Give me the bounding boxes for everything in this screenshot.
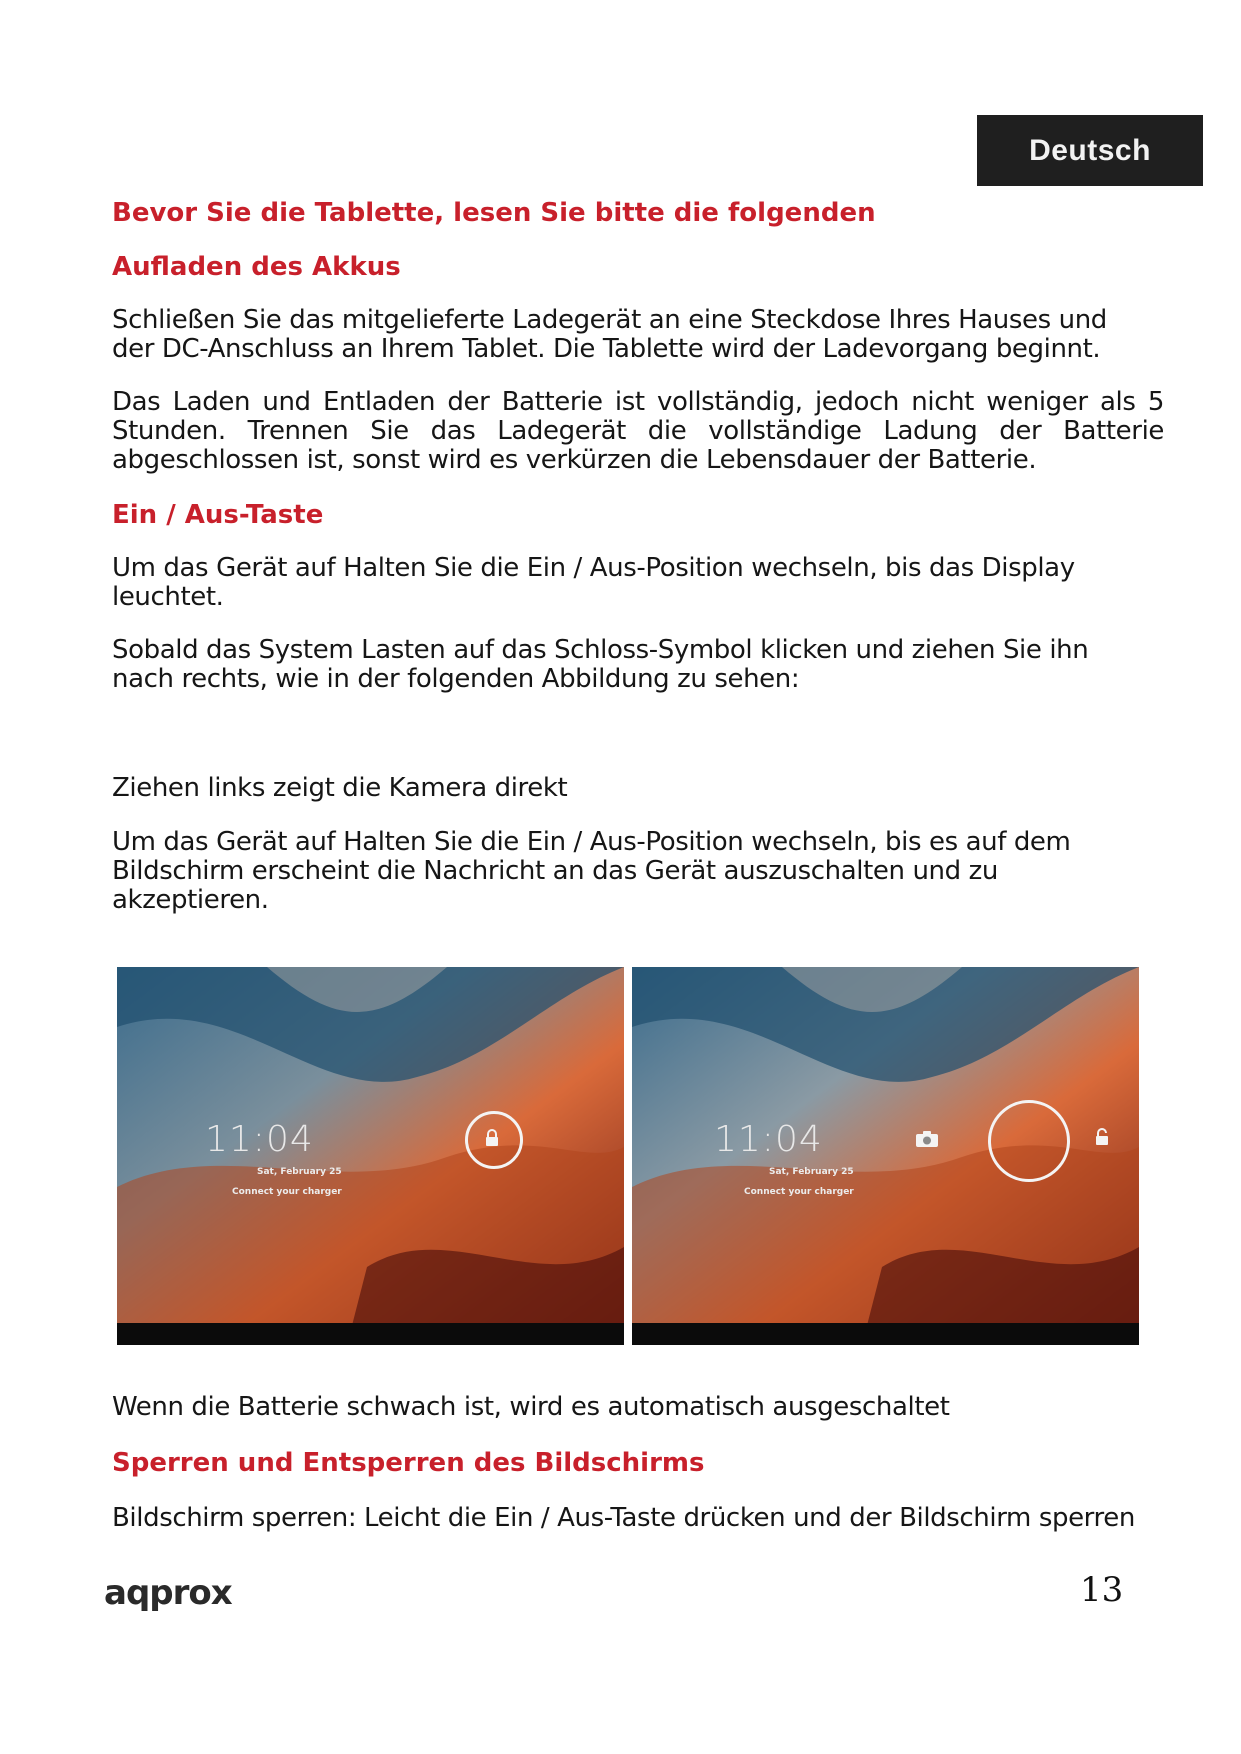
- lockscreen-figure: [117, 967, 1139, 1345]
- lock-icon: [484, 1129, 500, 1147]
- clock-right: 11:04: [714, 1119, 823, 1160]
- navbar-left: [117, 1323, 624, 1345]
- navbar-right: [632, 1323, 1139, 1345]
- lockscreen-right: [632, 967, 1139, 1345]
- charging-heading: Aufladen des Akkus: [112, 252, 401, 282]
- charging-paragraph-2: Das Laden und Entladen der Batterie ist vollständig, jedoch nicht weniger als 5 Stunden. Trennen Sie das Ladegerät die vollständige Ladung der Batterie abgeschlossen ist, sonst wird es verkürzen die Lebensdauer der Batterie.: [112, 387, 1164, 475]
- intro-heading: Bevor Sie die Tablette, lesen Sie bitte die folgenden: [112, 198, 876, 228]
- power-paragraph-4: Um das Gerät auf Halten Sie die Ein / Aus-Position wechseln, bis es auf dem Bildschirm erscheint die Nachricht an das Gerät auszuschalten und zu akzeptieren.: [112, 827, 1071, 915]
- lockscreen-left: [117, 967, 624, 1345]
- charger-status-left: Connect your charger: [232, 1187, 342, 1197]
- unlock-ring-right[interactable]: [988, 1100, 1070, 1182]
- power-paragraph-1: Um das Gerät auf Halten Sie die Ein / Aus-Position wechseln, bis das Display leuchtet.: [112, 553, 1075, 612]
- lock-paragraph-1: Bildschirm sperren: Leicht die Ein / Aus-Taste drücken und der Bildschirm sperren: [112, 1503, 1135, 1533]
- brand-logo: aqprox: [104, 1573, 232, 1613]
- power-paragraph-3: Ziehen links zeigt die Kamera direkt: [112, 773, 568, 803]
- power-paragraph-2: Sobald das System Lasten auf das Schloss-Symbol klicken und ziehen Sie ihn nach rechts, wie in der folgenden Abbildung zu sehen:: [112, 635, 1089, 694]
- wallpaper-left: [117, 967, 624, 1345]
- charger-status-right: Connect your charger: [744, 1187, 854, 1197]
- camera-icon[interactable]: [915, 1130, 939, 1148]
- language-tab: Deutsch: [977, 115, 1203, 186]
- battery-note: Wenn die Batterie schwach ist, wird es automatisch ausgeschaltet: [112, 1392, 950, 1422]
- unlocked-icon[interactable]: [1094, 1128, 1110, 1146]
- date-right: Sat, February 25: [769, 1167, 854, 1177]
- charging-paragraph-1: Schließen Sie das mitgelieferte Ladegerät an eine Steckdose Ihres Hauses und der DC-Anschluss an Ihrem Tablet. Die Tablette wird der Ladevorgang beginnt.: [112, 305, 1107, 364]
- page-number: 13: [1080, 1570, 1124, 1610]
- clock-left: 11:04: [205, 1119, 314, 1160]
- date-left: Sat, February 25: [257, 1167, 342, 1177]
- power-heading: Ein / Aus-Taste: [112, 500, 324, 530]
- lock-heading: Sperren und Entsperren des Bildschirms: [112, 1448, 705, 1478]
